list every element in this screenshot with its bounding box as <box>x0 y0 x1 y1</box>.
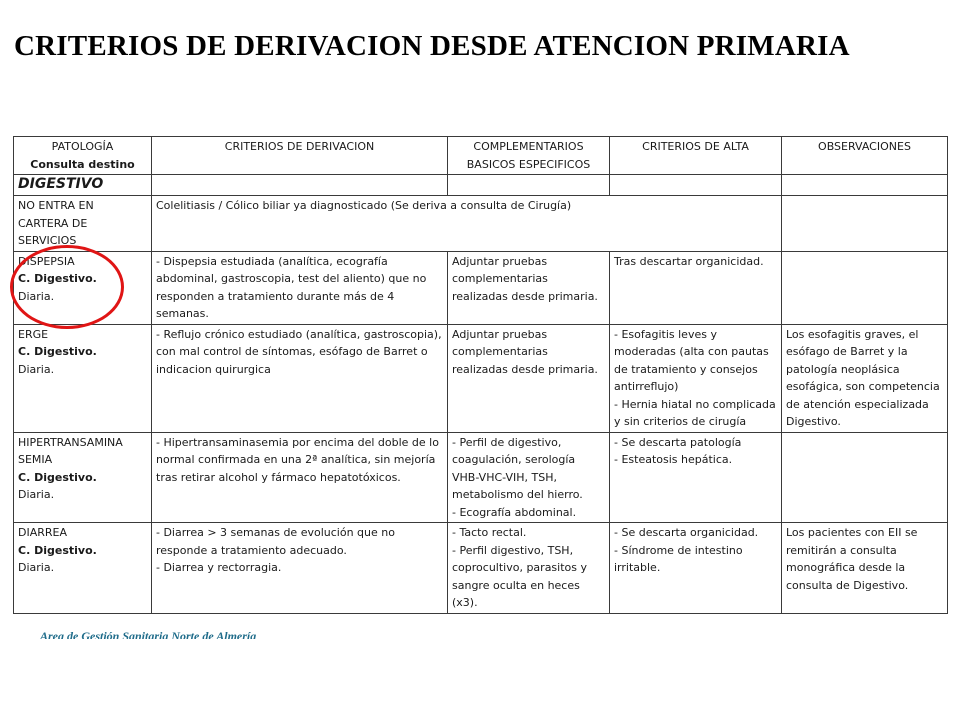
cell-observaciones: Los esofagitis graves, el esófago de Barret y la patología neoplásica esofágica, son competencia de atención especializada Digestivo. <box>782 324 948 432</box>
header-criterios: CRITERIOS DE DERIVACION <box>152 137 448 175</box>
criteria-document <box>10 130 950 635</box>
cell-patologia <box>14 251 152 324</box>
header-row <box>14 137 948 175</box>
header-patologia <box>14 137 152 175</box>
table-row <box>14 251 948 324</box>
frecuencia: Diaria. <box>18 488 55 501</box>
consulta-destino: C. Digestivo. <box>18 272 97 285</box>
cell-observaciones: Los pacientes con EII se remitirán a consulta monográfica desde la consulta de Digestivo. <box>782 523 948 614</box>
cell-complementarios: - Perfil de digestivo, coagulación, serología VHB-VHC-VIH, TSH, metabolismo del hierro. - Ecografía abdominal. <box>448 432 610 523</box>
criteria-table <box>13 136 948 614</box>
header-observaciones: OBSERVACIONES <box>782 137 948 175</box>
footer-source: Area de Gestión Sanitaria Norte de Almería <box>40 629 257 639</box>
cell-complementarios: Adjuntar pruebas complementarias realizadas desde primaria. <box>448 251 610 324</box>
table-row <box>14 523 948 614</box>
table-row <box>14 324 948 432</box>
table-row <box>14 196 948 252</box>
consulta-destino: C. Digestivo. <box>18 543 97 557</box>
patologia-name: DIARREA <box>18 526 68 539</box>
header-complementarios: COMPLEMENTARIOS BASICOS ESPECIFICOS <box>448 137 610 175</box>
frecuencia: Diaria. <box>18 561 55 574</box>
cell-patologia <box>14 523 152 614</box>
cell-criterio: - Hipertransaminasemia por encima del doble de lo normal confirmada en una 2ª analítica, sin mejoría tras retirar alcohol y fármaco hepatotóxicos. <box>152 432 448 523</box>
patologia-name: ERGE <box>18 327 49 341</box>
consulta-destino: C. Digestivo. <box>18 345 97 358</box>
cell-patologia <box>14 324 152 432</box>
frecuencia: Diaria. <box>18 289 55 303</box>
cell-complementarios: Adjuntar pruebas complementarias realizadas desde primaria. <box>448 324 610 432</box>
consulta-destino: C. Digestivo. <box>18 470 97 484</box>
frecuencia: Diaria. <box>18 362 55 376</box>
cell-criterio: - Diarrea > 3 semanas de evolución que no responde a tratamiento adecuado. - Diarrea y rectorragia. <box>152 523 448 614</box>
cell-complementarios: - Tacto rectal. - Perfil digestivo, TSH, coprocultivo, parasitos y sangre oculta en heces (x3). <box>448 523 610 614</box>
cell-criterio: - Dispepsia estudiada (analítica, ecografía abdominal, gastroscopia, test del aliento) que no responden a tratamiento durante más de 4 semanas. <box>152 251 448 324</box>
cell-patologia: NO ENTRA EN CARTERA DE SERVICIOS <box>14 196 152 252</box>
section-row <box>14 175 948 196</box>
cell-criterio: - Reflujo crónico estudiado (analítica, gastroscopia), con mal control de síntomas, esófago de Barret o indicacion quirurgica <box>152 324 448 432</box>
cell-alta: - Se descarta patología - Esteatosis hepática. <box>610 432 782 523</box>
cell-alta: Tras descartar organicidad. <box>610 251 782 324</box>
patologia-name: HIPERTRANSAMINA SEMIA <box>18 435 123 466</box>
cell-patologia <box>14 432 152 523</box>
header-consulta-label: Consulta destino <box>30 157 135 171</box>
table-row <box>14 432 948 523</box>
slide-title: CRITERIOS DE DERIVACION DESDE ATENCION PRIMARIA <box>14 30 850 62</box>
patologia-name: DISPEPSIA <box>18 254 75 268</box>
section-digestivo: DIGESTIVO <box>14 175 152 196</box>
cell-criterio: Colelitiasis / Cólico biliar ya diagnosticado (Se deriva a consulta de Cirugía) <box>152 196 782 252</box>
cell-alta: - Se descarta organicidad. - Síndrome de intestino irritable. <box>610 523 782 614</box>
header-patologia-label: PATOLOGÍA <box>51 140 114 153</box>
header-alta: CRITERIOS DE ALTA <box>610 137 782 175</box>
cell-alta: - Esofagitis leves y moderadas (alta con pautas de tratamiento y consejos antirreflujo) - Hernia hiatal no complicada y sin criterios de cirugía <box>610 324 782 432</box>
